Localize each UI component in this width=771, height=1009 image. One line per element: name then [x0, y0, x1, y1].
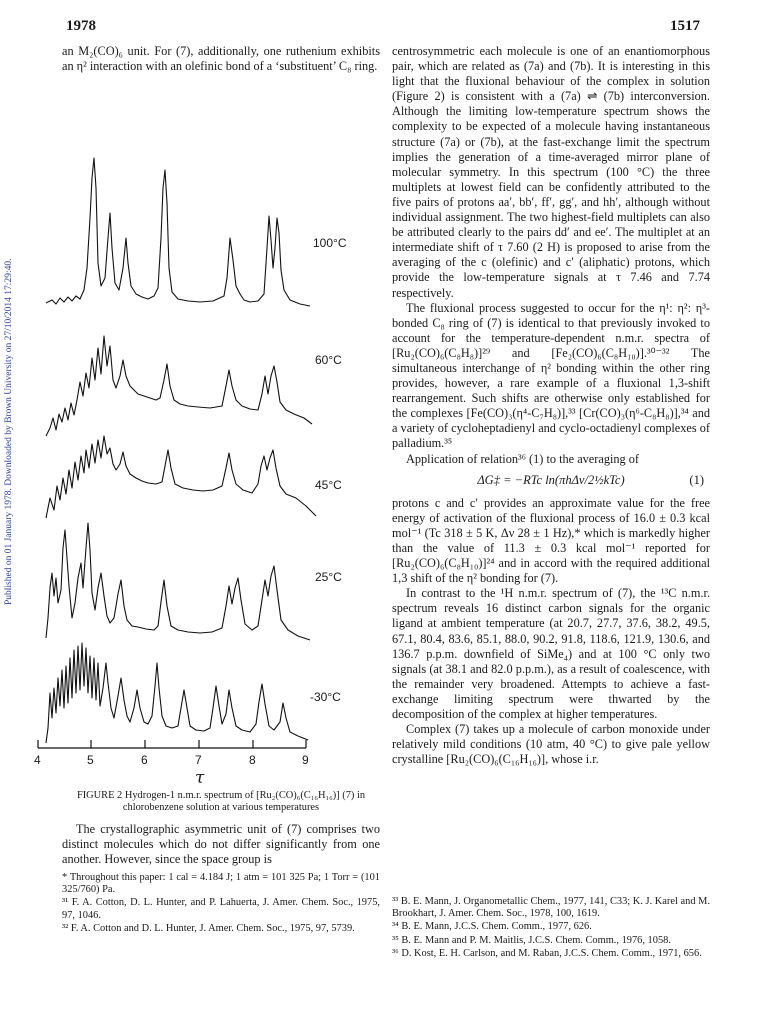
axis-tick-5: 5	[87, 753, 94, 767]
footnote-33: ³³ B. E. Mann, J. Organometallic Chem., 1977, 141, C33; K. J. Karel and M. Brookhart, J. Amer. Chem. Soc., 1978, 100, 1619.	[392, 896, 710, 920]
left-bottom-paragraph: The crystallographic asymmetric unit of (7) comprises two distinct molecules which do not differ significantly from one another. However, since the space group is	[62, 822, 380, 867]
right-paragraph-4: protons c and c′ provides an approximate value for the free energy of activation of the fluxional process of 16.0 ± 0.3 kcal mol⁻¹ (Tc 318 ± 5 K, Δν 28 ± 1 Hz),* which is markedly higher than the value of 11.3 ± 0.3 kcal mol⁻¹ reported for [Ru₂(CO)₆(C₈H₁₀)]²⁴ and in accord with the required additional 1,3 shift of the η² bonding for (7).	[392, 495, 710, 586]
footnote-35: ³⁵ B. E. Mann and P. M. Maitlis, J.C.S. Chem. Comm., 1976, 1058.	[392, 934, 671, 946]
right-footnotes	[392, 896, 710, 961]
spectrum-25c	[46, 523, 310, 640]
equation-1	[392, 473, 710, 488]
temp-label-minus30c: -30°C	[310, 690, 341, 704]
footnote-units: * Throughout this paper: 1 cal = 4.184 J; 1 atm = 101 325 Pa; 1 Torr = (101 325/760) Pa.	[62, 872, 380, 896]
axis-tick-9: 9	[302, 753, 309, 767]
spectrum-45c	[46, 436, 316, 518]
right-paragraph-1: centrosymmetric each molecule is one of an enantiomorphous pair, which are related as (7a) and (7b). It is interesting in this light that the fluxional behaviour of the complex in solution (Figure 2) is consistent with a (7a) ⇌ (7b) interconversion. Although the limiting low-temperature spectrum shows the complexity to be expected of a molecule having instantaneous structure (7a) or (7b), at the fast-exchange limit the spectrum implies the generation of a time-averaged mirror plane of molecular symmetry. In this spectrum (100 °C) the three multiplets at lowest field can be confidently attributed to the five pairs of protons aa′, bb′, ff′, gg′, and hh′, although without individual assignment. The two highest-field multiplets can also be attributed clearly to the pairs dd′ and ee′. The multiplet at an intermediate shift of τ 7.60 (2 H) is proposed to arise from the averaging of the c (olefinic) and c′ (aliphatic) protons, which provide the low-temperature signals at τ 7.46 and 7.74 respectively.	[392, 44, 710, 300]
footnote-36: ³⁶ D. Kost, E. H. Carlson, and M. Raban, J.C.S. Chem. Comm., 1971, 656.	[392, 947, 702, 959]
left-column-bottom	[62, 822, 380, 867]
footnote-34: ³⁴ B. E. Mann, J.C.S. Chem. Comm., 1977, 626.	[392, 921, 592, 933]
right-paragraph-3: Application of relation³⁶ (1) to the averaging of	[406, 451, 639, 466]
left-footnotes	[62, 872, 380, 936]
footnote-32: ³² F. A. Cotton and D. L. Hunter, J. Amer. Chem. Soc., 1975, 97, 5739.	[62, 922, 355, 934]
equation-text: ΔG‡ = −RTc ln(πhΔν/2½kTc)	[477, 472, 625, 487]
temp-label-45c: 45°C	[315, 478, 342, 492]
download-note: Published on 01 January 1978. Downloaded by Brown University on 27/10/2014 17:29:40.	[4, 258, 14, 605]
spectrum-minus30c	[46, 643, 308, 743]
axis-tick-7: 7	[195, 753, 202, 767]
nmr-figure	[28, 118, 383, 790]
axis-tick-6: 6	[141, 753, 148, 767]
spectrum-60c	[46, 336, 312, 436]
axis-tick-4: 4	[34, 753, 41, 767]
equation-number: (1)	[689, 472, 704, 487]
right-paragraph-6: Complex (7) takes up a molecule of carbon monoxide under relatively mild conditions (10 atm, 40 °C) to give pale yellow crystalline [Ru₂(CO)₆(C₁₆H₁₆)], whose i.r.	[392, 722, 710, 767]
page-year: 1978	[66, 18, 96, 34]
footnote-31: ³¹ F. A. Cotton, D. L. Hunter, and P. Lahuerta, J. Amer. Chem. Soc., 1975, 97, 1046.	[62, 897, 380, 921]
axis-label-tau: τ	[195, 768, 205, 788]
left-column-top	[62, 44, 380, 74]
temp-label-100c: 100°C	[313, 236, 347, 250]
page-number: 1517	[670, 18, 700, 34]
spectrum-100c	[46, 158, 310, 306]
temp-label-60c: 60°C	[315, 353, 342, 367]
figure-caption: FIGURE 2 Hydrogen-1 n.m.r. spectrum of [Ru₂(CO)₆(C₁₆H₁₆)] (7) in chlorobenzene solution at various temperatures	[76, 790, 366, 813]
left-top-paragraph: an M₂(CO)₆ unit. For (7), additionally, one ruthenium exhibits an η² interaction with an olefinic bond of a ‘substituent’ C₈ ring.	[62, 44, 380, 74]
right-column	[392, 44, 710, 767]
right-paragraph-2: The fluxional process suggested to occur for the η¹: η²: η³-bonded C₈ ring of (7) is identical to that previously invoked to account for the temperature-dependent n.m.r. spectra of [Ru₂(CO)₆(C₈H₈)]²⁹ and [Fe₂(CO)₆(C₈H₁₀)].³⁰⁻³² The simultaneous interchange of η² bonding within the other ring provides, however, a rare example of a fluxional 1,3-shift rearrangement. Such shifts are otherwise only established for the complexes [Fe(CO)₃(η⁴-C₇H₈)],³³ [Cr(CO)₃(η⁶-C₈H₈)],³⁴ and a variety of cycloheptadienyl and cyclo-octadienyl complexes of palladium.³⁵	[392, 300, 710, 451]
temp-label-25c: 25°C	[315, 570, 342, 584]
axis-tick-8: 8	[249, 753, 256, 767]
right-paragraph-5: In contrast to the ¹H n.m.r. spectrum of (7), the ¹³C n.m.r. spectrum reveals 16 distinct carbon signals for the organic ligand at ambient temperature (at 20.7, 27.7, 37.6, 38.2, 49.5, 67.1, 80.4, 83.6, 85.1, 88.0, 90.2, 91.8, 118.6, 121.9, 130.6, and 136.7 p.p.m. downfield of SiMe₄) and at 100 °C only two signals (at 38.1 and 82.0 p.p.m.), as a result of coalescence, with the remainder very broadened. Attempts to achieve a fast-exchange limiting spectrum were thwarted by the decomposition of the complex at higher temperatures.	[392, 586, 710, 722]
